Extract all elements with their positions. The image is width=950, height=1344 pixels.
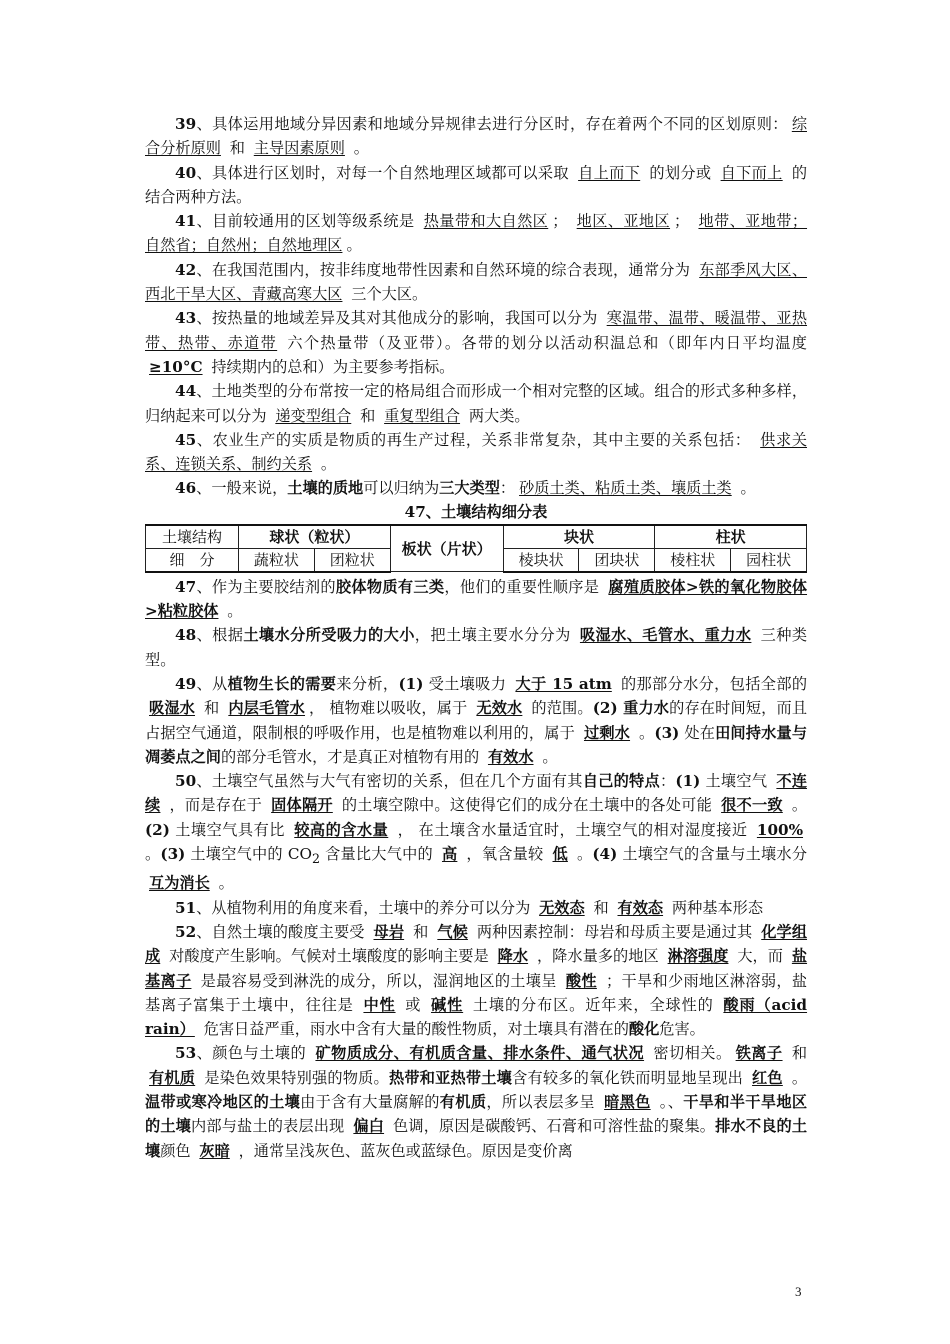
text: 密切相关。	[648, 1044, 732, 1063]
table-cell: 园柱状	[731, 548, 807, 572]
bold-term: (2)	[145, 820, 170, 839]
item-number: 47	[175, 577, 197, 596]
answer-blank: 偏白	[353, 1117, 385, 1136]
table-cell: 棱块状	[503, 548, 579, 572]
text: 的土壤空隙中。这使得它们的成分在土壤中的各处可能	[336, 796, 718, 815]
answer-blank: 红色	[752, 1068, 783, 1087]
answer-blank: 地区、亚地区	[576, 212, 671, 231]
text: 、目前较通用的区划等级系统是	[196, 212, 420, 231]
answer-blank: 主导因素原则	[253, 139, 345, 158]
text: 颜色	[160, 1141, 196, 1160]
text: ；干旱和少雨地区淋溶弱，盐基离子富集于土壤中，往往是	[145, 971, 808, 1014]
paragraph-43	[145, 306, 807, 379]
text: 可以归纳为	[363, 479, 440, 498]
item-number: 41	[175, 212, 197, 231]
answer-blank: 过剩水	[583, 723, 631, 742]
text: 、土地类型的分布常按一定的格局组合而形成一个相对完整的区域。组合的形式多种多样，归纳起来可以分为	[145, 382, 807, 425]
text: 和	[355, 406, 381, 425]
paragraph-40	[145, 161, 807, 210]
subscript: 2	[311, 851, 321, 867]
text: 、一般来说，	[196, 479, 288, 498]
text: 。	[346, 236, 362, 255]
text: 、在我国范围内，按非纬度地带性因素和自然环境的综合表现，通常分为	[196, 260, 696, 279]
text: ，降水量多的地区	[532, 947, 664, 966]
text: 。	[786, 1068, 808, 1087]
paragraph-47	[145, 575, 807, 624]
text: 。	[145, 845, 161, 864]
answer-blank: 寒温带、温带、暖温带、亚热带、热带、赤道带	[145, 309, 808, 352]
answer-blank: 矿物质成分、有机质含量、排水条件、通气状况	[315, 1044, 645, 1063]
text: 两种因素控制：母岩和母质主要是通过其	[471, 922, 758, 941]
text: 的结合两种方法。	[145, 163, 808, 206]
item-number: 45	[175, 430, 197, 449]
paragraph-50	[145, 769, 807, 896]
bold-term: (3)	[654, 723, 680, 742]
answer-blank: 固体隔开	[271, 796, 333, 815]
text: 、具体运用地域分异因素和地域分异规律去进行分区时，存在着两个不同的区划原则：	[196, 115, 788, 133]
text: 危害日益严重，雨水中含有大量的酸性物质，对土壤具有潜在的	[198, 1020, 629, 1039]
paragraph-52	[145, 920, 807, 1041]
answer-blank: 东部季风大区、西北干旱大区、青藏高寒大区	[145, 260, 808, 304]
text: 色调，原因是碳酸钙、石膏和可溶性盐的聚集。	[388, 1117, 716, 1136]
answer-blank: 有效水	[487, 747, 534, 766]
text: 的那部分水分，包括全部的	[615, 674, 808, 693]
text: 和	[588, 898, 614, 917]
answer-blank: 低	[552, 845, 568, 864]
text: 、农业生产的实质是物质的再生产过程，关系非常复杂，其中主要的关系包括：	[196, 430, 757, 449]
document-page	[145, 112, 807, 1163]
table-cell: 团粒状	[314, 548, 390, 572]
answer-blank: 有效态	[617, 898, 664, 917]
bold-term: 土壤水分所受吸力的大小	[243, 626, 415, 645]
text: ， 在土壤含水量适宜时，土壤空气的相对湿度接近	[392, 820, 753, 839]
paragraph-46	[145, 476, 807, 500]
table-cell: 土壤结构	[146, 525, 239, 549]
table-cell: 棱柱状	[655, 548, 731, 572]
item-number: 49	[175, 674, 197, 693]
text: 内部与盐土的表层出现	[191, 1117, 350, 1136]
text: 。	[735, 479, 756, 498]
text: 的范围。	[526, 699, 593, 718]
bold-term: 干旱和半干旱地区的土壤	[145, 1093, 808, 1136]
item-number: 44	[175, 382, 197, 401]
paragraph-51	[145, 896, 807, 920]
text: 。	[348, 139, 369, 158]
text: 、具体进行区划时，对每一个自然地理区域都可以采取	[196, 163, 575, 182]
answer-blank: 盐基离子	[145, 947, 808, 990]
text: 、自然土壤的酸度主要受	[196, 922, 370, 941]
table-title: 47、土壤结构细分表	[404, 502, 548, 521]
text: 三种类型。	[145, 626, 808, 669]
text: 的存在时间短，而且占据空气通道，限制根的呼吸作用，也是植物难以利用的，属于	[145, 699, 808, 742]
text: 含量比大气中的	[320, 845, 438, 864]
paragraph-42	[145, 258, 807, 307]
bold-term: 热带和亚热带土壤	[388, 1068, 513, 1087]
paragraph-44	[145, 379, 807, 428]
text: 、根据	[196, 626, 244, 645]
text: ：	[659, 772, 676, 791]
text: 来分析，	[336, 674, 399, 693]
text: 土壤的分布区。近年来，全球性的	[467, 995, 720, 1014]
text: 。、	[654, 1093, 684, 1112]
bold-term: 有机质	[439, 1093, 487, 1112]
text: 和	[408, 922, 434, 941]
text: 危害。	[659, 1020, 705, 1039]
text: 和	[224, 139, 250, 158]
text: ， 植物难以吸收，属于	[309, 699, 473, 718]
paragraph-39	[145, 112, 807, 161]
bold-term: 植物生长的需要	[227, 674, 337, 693]
text: 或	[399, 995, 428, 1014]
answer-blank: 重复型组合	[384, 406, 461, 425]
text: ；	[674, 212, 695, 231]
answer-blank: 无效水	[476, 699, 523, 718]
item-number: 50	[175, 772, 197, 791]
text: 土壤空气的含量与土壤水分	[617, 845, 808, 864]
paragraph-41	[145, 209, 807, 258]
text: ，所以表层多呈	[486, 1093, 601, 1112]
item-number: 42	[175, 260, 197, 279]
answer-blank: 不连续	[145, 772, 808, 815]
page-number: 3	[795, 1284, 802, 1299]
answer-blank: 暗黑色	[604, 1093, 651, 1112]
table-cell: 柱状	[655, 525, 807, 549]
text: 是最容易受到淋洗的成分，所以，湿润地区的土壤呈	[195, 971, 562, 990]
table-cell: 蔬粒状	[239, 548, 315, 572]
text: 和	[199, 699, 225, 718]
text: 、从植物利用的角度来看，土壤中的养分可以分为	[196, 898, 536, 917]
table-cell: 板状（片状）	[390, 525, 503, 572]
paragraph-53	[145, 1041, 807, 1162]
text: ，氧含量较	[461, 845, 549, 864]
text: ，把土壤主要水分分为	[414, 626, 576, 645]
table-cell: 球状（粒状）	[239, 525, 391, 549]
text: 是染色效果特别强的物质。	[199, 1068, 389, 1087]
item-number: 46	[175, 479, 197, 498]
answer-blank: 综合分析原则	[145, 115, 807, 158]
answer-blank: 吸湿水、毛管水、重力水	[579, 626, 752, 645]
text: 持续期内的总和）为主要参考指标。	[206, 357, 455, 376]
text: 、土壤空气虽然与大气有密切的关系，但在几个方面有其	[196, 772, 583, 791]
item-number: 43	[175, 309, 197, 328]
answer-blank: 气候	[437, 922, 468, 941]
answer-blank: 自下而上	[720, 163, 783, 182]
answer-blank: 砂质土类、粘质土类、壤质土类	[519, 479, 732, 498]
text: 、按热量的地域差异及其对其他成分的影响，我国可以分为	[196, 309, 603, 328]
answer-blank: 自上而下	[578, 163, 641, 182]
answer-blank: 铁离子	[735, 1044, 783, 1063]
answer-blank: 降水	[497, 947, 529, 966]
bold-term: 田间持水量与凋萎点之间	[145, 723, 808, 766]
text: 土壤空气中的 CO	[185, 845, 312, 864]
answer-blank: 腐殖质胶体>铁的氧化物胶体>粘粒胶体	[145, 577, 808, 621]
paragraph-49	[145, 672, 807, 769]
item-number: 40	[175, 163, 197, 182]
text: ：	[499, 479, 516, 498]
item-number: 52	[175, 922, 197, 941]
answer-blank: 酸雨（acid rain）	[145, 995, 808, 1039]
text: ，而是存在于	[164, 796, 268, 815]
table-row	[146, 525, 807, 549]
bold-term: 酸化	[628, 1020, 660, 1039]
answer-blank: 互为消长	[149, 874, 210, 893]
bold-term: (1)	[675, 772, 701, 791]
bold-term: (2)	[592, 699, 618, 718]
bold-term: 自己的特点	[582, 772, 660, 791]
text: 。	[537, 747, 558, 766]
bold-term: 重力水	[617, 699, 670, 718]
table-cell: 团块状	[579, 548, 655, 572]
text: ，他们的重要性顺序是	[444, 577, 605, 596]
text: 含有较多的氧化铁而明显地呈现出	[512, 1068, 749, 1087]
answer-blank: 较高的含水量	[294, 820, 389, 839]
bold-term: 三大类型	[439, 479, 500, 498]
answer-blank: 大于 15 atm	[515, 674, 612, 693]
text: 两大类。	[464, 406, 530, 425]
text: 六个热量带（及亚带）。各带的划分以活动积温总和（即年内日平均温度	[281, 333, 807, 352]
text: 土壤空气具有比	[169, 820, 291, 839]
text: 、从	[196, 674, 228, 693]
answer-blank: 100%	[756, 820, 804, 839]
text: 。	[316, 455, 337, 474]
answer-blank: 中性	[363, 995, 396, 1014]
bold-term: (3)	[160, 845, 186, 864]
text: 、作为主要胶结剂的	[196, 577, 336, 596]
text: 土壤空气	[700, 772, 773, 791]
text: 。	[222, 602, 243, 621]
paragraph-45	[145, 428, 807, 477]
text: 。	[786, 796, 808, 815]
bold-term: (4)	[592, 845, 618, 864]
text: 的部分毛管水，才是真正对植物有用的	[220, 747, 484, 766]
answer-blank: 高	[441, 845, 458, 864]
answer-blank: 供求关系、连锁关系、制约关系	[145, 430, 808, 474]
answer-blank: 吸湿水	[149, 699, 196, 718]
bold-term: 土壤的质地	[287, 479, 364, 498]
answer-blank: 酸性	[565, 971, 597, 990]
answer-blank: 淋溶强度	[667, 947, 729, 966]
item-number: 51	[175, 898, 197, 917]
answer-blank: 内层毛管水	[228, 699, 306, 718]
text: 的划分或	[644, 163, 717, 182]
text: 、颜色与土壤的	[196, 1044, 312, 1063]
soil-structure-table	[145, 524, 807, 573]
text: 。	[571, 845, 593, 864]
bold-term: 排水不良的土壤	[145, 1117, 808, 1160]
item-number: 53	[175, 1044, 197, 1063]
bold-term: 胶体物质有三类	[335, 577, 445, 596]
answer-blank: 碱性	[431, 995, 464, 1014]
paragraph-48	[145, 623, 807, 672]
answer-blank: ≥10°C	[149, 357, 203, 376]
text: 三个大区。	[346, 285, 428, 304]
text: ；	[552, 212, 573, 231]
item-number: 39	[175, 115, 197, 133]
bold-term: 温带或寒冷地区的土壤	[145, 1093, 301, 1112]
answer-blank: 有机质	[149, 1068, 196, 1087]
answer-blank: 热量带和大自然区	[423, 212, 549, 231]
answer-blank: 地带、亚地带；自然省；自然州；自然地理区	[145, 212, 808, 255]
bold-term: (1)	[398, 674, 424, 693]
text: 由于含有大量腐解的	[300, 1093, 440, 1112]
text: 。	[634, 723, 655, 742]
answer-blank: 无效态	[539, 898, 585, 917]
table-cell: 块状	[503, 525, 655, 549]
answer-blank: 很不一致	[721, 796, 783, 815]
text: ，通常呈浅灰色、蓝灰色或蓝绿色。原因是变价离	[233, 1141, 573, 1160]
text: 受土壤吸力	[423, 674, 512, 693]
text: 对酸度产生影响。气候对土壤酸度的影响主要是	[164, 947, 494, 966]
answer-blank: 化学组成	[145, 922, 808, 966]
answer-blank: 母岩	[373, 922, 405, 941]
text: 。	[213, 874, 234, 893]
text: 大，而	[732, 947, 788, 966]
item-number: 48	[175, 626, 197, 645]
text: 处在	[679, 723, 716, 742]
table-cell: 细 分	[146, 548, 239, 572]
answer-blank: 递变型组合	[275, 406, 352, 425]
answer-blank: 灰暗	[199, 1141, 230, 1160]
text: 两种基本形态	[667, 898, 764, 917]
text: 和	[786, 1044, 808, 1063]
